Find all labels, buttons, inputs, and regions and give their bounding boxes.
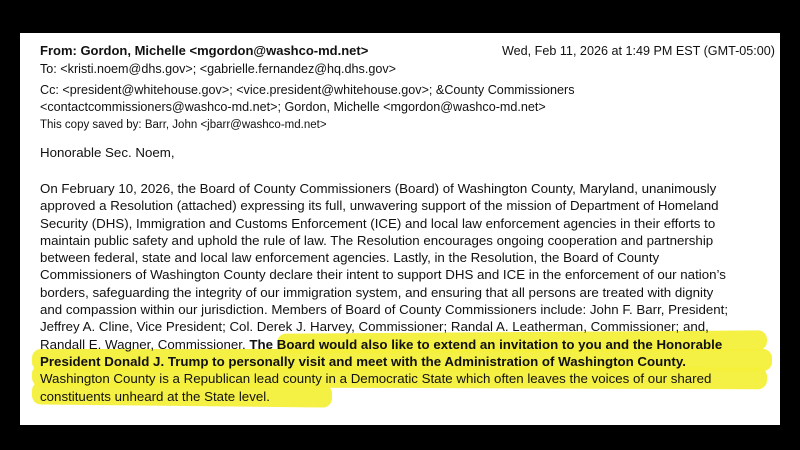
email-header bbox=[40, 43, 775, 131]
greeting: Honorable Sec. Noem, bbox=[40, 145, 175, 160]
body-line-10-plain: Randall E. Wagner, Commissioner. bbox=[40, 336, 250, 352]
body-line-10-bold: The Board would also like to extend an invitation to you and the Honorable bbox=[249, 336, 723, 352]
body-line-3: Security (DHS), Immigration and Customs Enforcement (ICE) and local law enforcement agencies in their efforts to bbox=[40, 215, 716, 231]
email-body bbox=[40, 180, 770, 405]
body-line-10 bbox=[40, 336, 770, 353]
body-line-7: borders, safeguarding the integrity of our immigration system, and ensuring that all persons are treated with dignity bbox=[40, 284, 714, 300]
body-line-1: On February 10, 2026, the Board of County Commissioners (Board) of Washington County, Maryland, unanimously bbox=[40, 181, 717, 196]
from-field: From: Gordon, Michelle <mgordon@washco-md.net> bbox=[40, 43, 369, 58]
body-line-11: President Donald J. Trump to personally visit and meet with the Administration of Washington County. bbox=[40, 353, 686, 369]
body-line-8: and compassion within our jurisdiction. Members of Board of County Commissioners include: John F. Barr, President; bbox=[40, 302, 729, 318]
body-line-6: Commissioners of Washington County declare their intent to support DHS and ICE in the enforcement of our nation’s bbox=[40, 267, 726, 283]
email-printout bbox=[20, 33, 780, 425]
cc-field-line-2: <contactcommissioners@washco-md.net>; Gordon, Michelle <mgordon@washco-md.net> bbox=[40, 100, 546, 114]
body-line-5: between federal, state and local law enforcement agencies. Lastly, in the Resolution, the Board of County bbox=[40, 250, 660, 266]
body-text bbox=[40, 180, 770, 405]
cc-field-line-1: Cc: <president@whitehouse.gov>; <vice.president@whitehouse.gov>; &County Commissioners bbox=[40, 83, 575, 97]
body-line-12: Washington County is a Republican lead county in a Democratic State which often leaves the voices of our shared bbox=[40, 371, 712, 387]
date-field: Wed, Feb 11, 2026 at 1:49 PM EST (GMT-05:00) bbox=[502, 44, 775, 58]
body-line-4: maintain public safety and uphold the rule of law. The Resolution encourages ongoing cooperation and partnership bbox=[40, 232, 714, 248]
body-line-13: constituents unheard at the State level. bbox=[40, 388, 270, 404]
body-line-2: approved a Resolution (attached) expressing its full, unwavering support of the mission of Department of Homeland bbox=[40, 198, 719, 214]
saved-by-field: This copy saved by: Barr, John <jbarr@washco-md.net> bbox=[40, 119, 327, 131]
to-field: To: <kristi.noem@dhs.gov>; <gabrielle.fernandez@hq.dhs.gov> bbox=[40, 62, 397, 76]
body-line-9: Jeffrey A. Cline, Vice President; Col. Derek J. Harvey, Commissioner; Randal A. Leatherman, Commissioner; and, bbox=[40, 319, 709, 335]
